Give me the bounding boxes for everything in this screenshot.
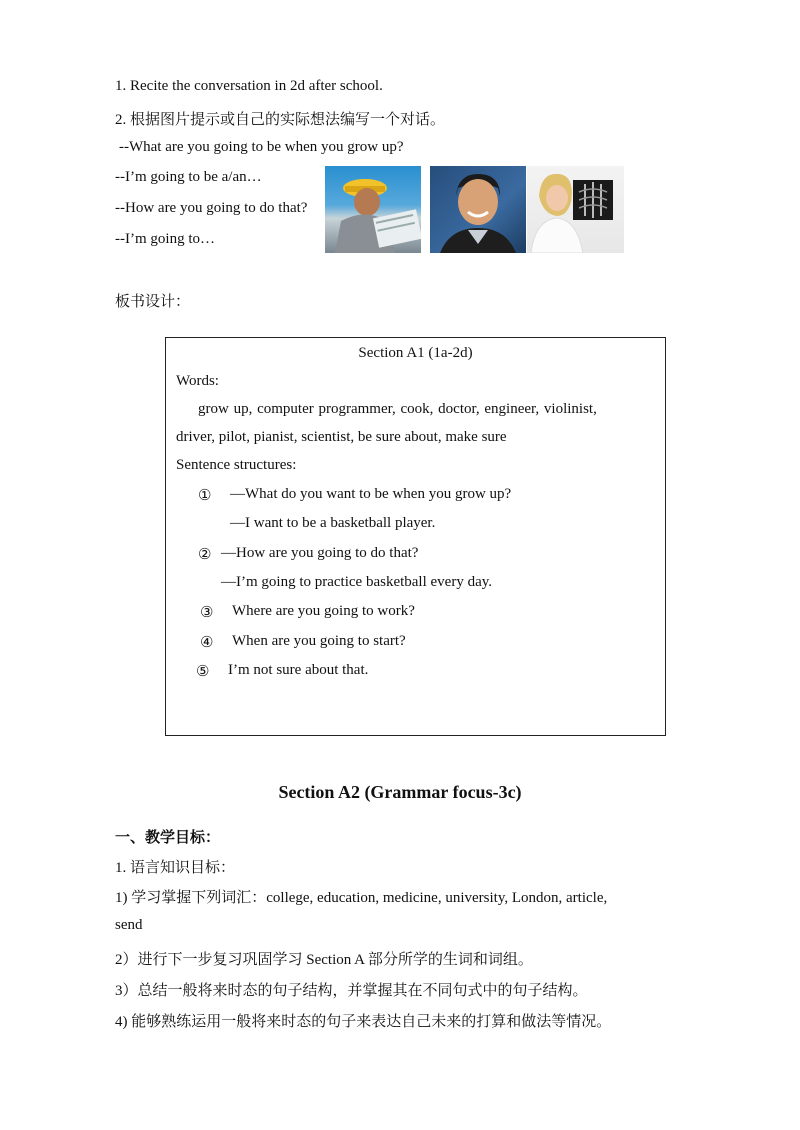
goal-1-line-2: send xyxy=(115,917,143,933)
structure-1-answer: —I want to be a basketball player. xyxy=(230,515,436,531)
board-words-label: Words: xyxy=(176,373,219,389)
structure-3-text: Where are you going to work? xyxy=(232,603,415,619)
goal-1-line-1: 1) 学习掌握下列词汇：college, education, medicine, university, London, article, xyxy=(115,890,608,906)
structure-2-number: ② xyxy=(198,547,212,563)
board-design-box xyxy=(165,337,666,736)
goal-4: 4) 能够熟练运用一般将来时态的句子来表达自己未来的打算和做法等情况。 xyxy=(115,1014,612,1030)
teaching-goals-heading: 一、教学目标： xyxy=(115,830,221,846)
actor-photo xyxy=(430,166,526,253)
board-words-line-1: grow up, computer programmer, cook, doctor, engineer, violinist, xyxy=(198,401,597,417)
goal-2: 2）进行下一步复习巩固学习 Section A 部分所学的生词和词组。 xyxy=(115,952,533,968)
board-words-line-2: driver, pilot, pianist, scientist, be sure about, make sure xyxy=(176,429,507,445)
dialog-line-1: --What are you going to be when you grow up? xyxy=(119,139,404,155)
board-design-title: 板书设计： xyxy=(115,294,191,310)
homework-item-2: 2. 根据图片提示或自己的实际想法编写一个对话。 xyxy=(115,112,446,128)
dialog-line-2: --I’m going to be a/an… xyxy=(115,169,262,185)
structure-3-number: ③ xyxy=(200,605,214,621)
section-heading: Section A2 (Grammar focus-3c) xyxy=(278,782,522,802)
structure-5-text: I’m not sure about that. xyxy=(228,662,369,678)
structure-2-answer: —I’m going to practice basketball every day. xyxy=(221,574,493,590)
dialog-line-3: --How are you going to do that? xyxy=(115,200,308,216)
goal-3: 3）总结一般将来时态的句子结构，并掌握其在不同句式中的句子结构。 xyxy=(115,983,588,999)
structure-2-question: —How are you going to do that? xyxy=(221,545,419,561)
homework-item-1: 1. Recite the conversation in 2d after school. xyxy=(115,78,383,94)
structure-1-number: ① xyxy=(198,488,212,504)
structure-4-number: ④ xyxy=(200,635,214,651)
structure-5-number: ⑤ xyxy=(196,664,210,680)
goal-language-knowledge: 1. 语言知识目标： xyxy=(115,860,236,876)
board-structures-label: Sentence structures: xyxy=(176,457,297,473)
structure-4-text: When are you going to start? xyxy=(232,633,406,649)
dialog-line-4: --I’m going to… xyxy=(115,231,215,247)
engineer-photo xyxy=(325,166,421,253)
structure-1-question: —What do you want to be when you grow up? xyxy=(230,486,512,502)
board-section-title: Section A1 (1a-2d) xyxy=(358,345,473,361)
doctor-photo xyxy=(527,166,624,253)
